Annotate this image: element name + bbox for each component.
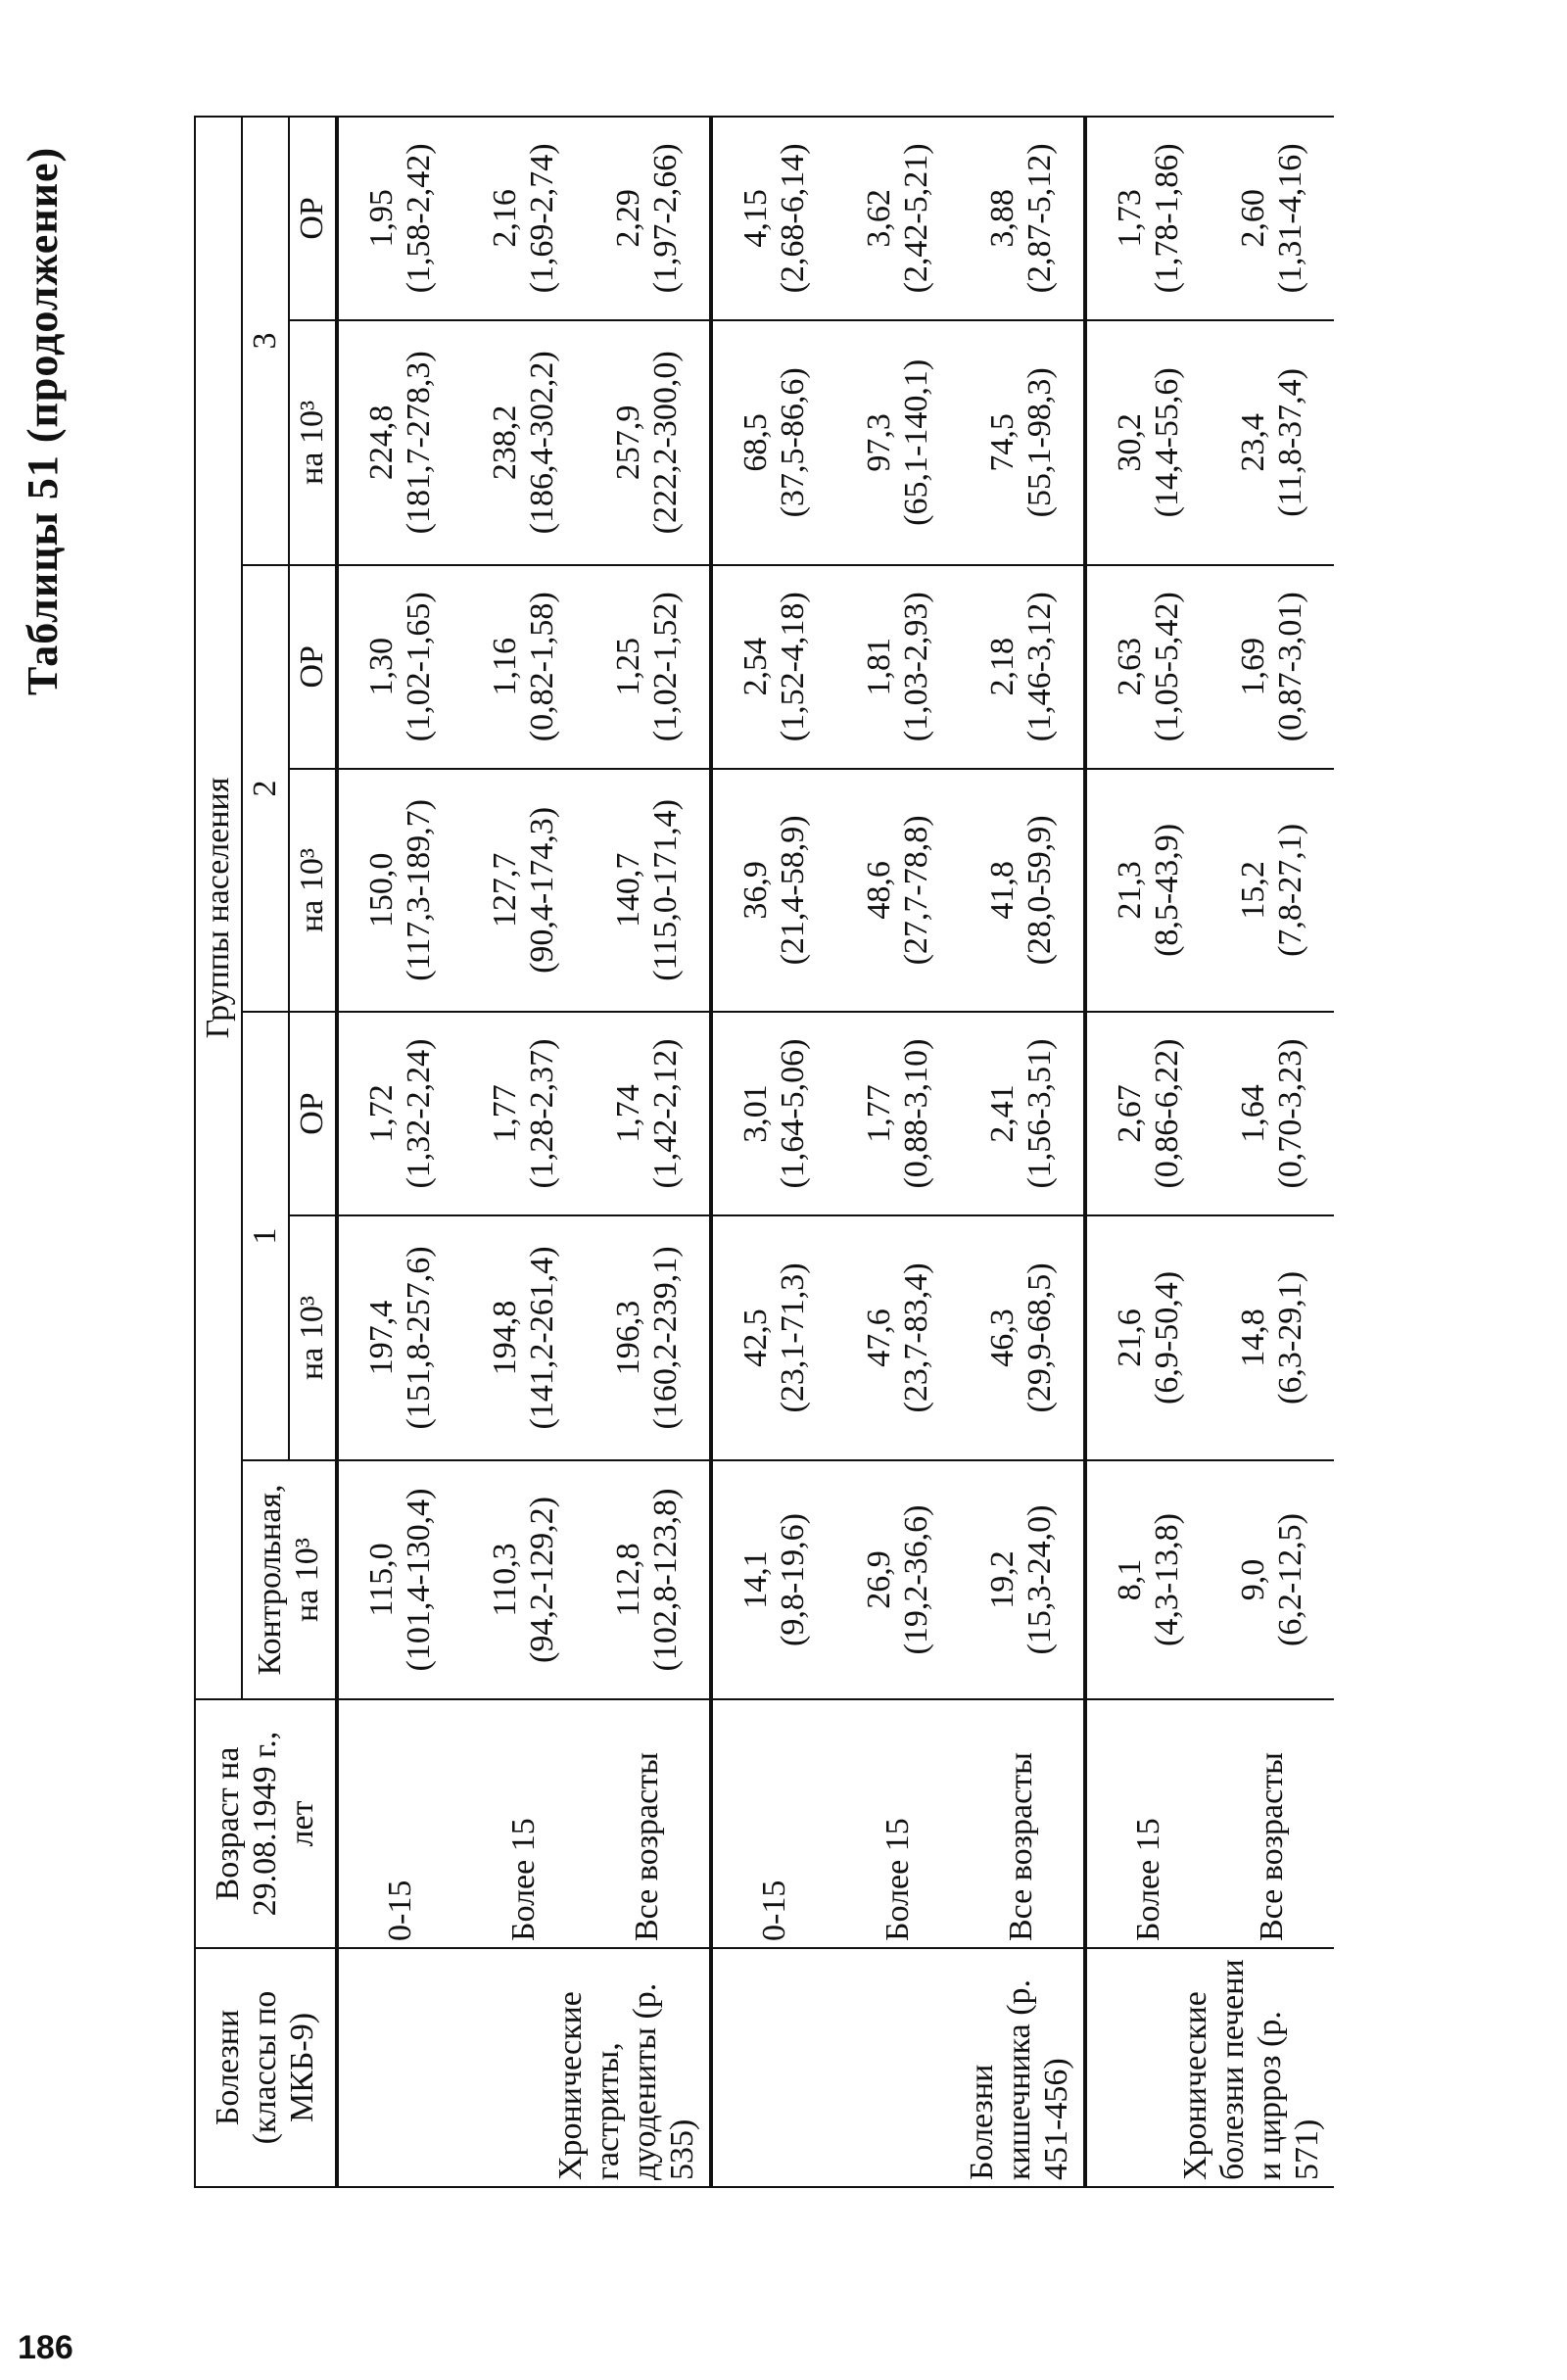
confidence-interval-text: (21,4-58,9)	[775, 815, 811, 966]
value-text: 21,6	[1112, 1309, 1148, 1367]
value-text: 110,3	[487, 1543, 523, 1617]
value-text: 112,8	[610, 1543, 646, 1617]
age-cell: Все возрасты	[586, 1699, 711, 1948]
value-cell	[1211, 1460, 1334, 1699]
table-row	[586, 117, 711, 2187]
value-text: 2,29	[610, 189, 646, 248]
value-cell	[462, 1012, 586, 1215]
value-cell	[711, 565, 836, 769]
value-text: 1,30	[363, 638, 400, 696]
value-text: 30,2	[1112, 413, 1148, 472]
header-group-1: 1	[242, 1012, 289, 1460]
value-text: 224,8	[363, 405, 400, 481]
value-cell	[1085, 1012, 1211, 1215]
header-or: ОР	[289, 565, 337, 769]
value-cell	[960, 1012, 1085, 1215]
table-row	[337, 117, 462, 2187]
value-cell	[1211, 1215, 1334, 1460]
value-text: 48,6	[861, 861, 897, 920]
value-cell	[836, 769, 960, 1013]
confidence-interval-text: (6,2-12,5)	[1272, 1513, 1308, 1646]
value-cell	[586, 1215, 711, 1460]
value-cell	[462, 565, 586, 769]
confidence-interval-text: (55,1-98,3)	[1021, 367, 1058, 518]
value-text: 9,0	[1235, 1558, 1271, 1601]
value-cell	[836, 1460, 960, 1699]
value-cell	[462, 1215, 586, 1460]
header-groups: Группы населения	[195, 117, 242, 1699]
confidence-interval-text: (1,02-1,65)	[401, 592, 437, 742]
value-cell	[960, 565, 1085, 769]
value-cell	[960, 117, 1085, 320]
value-text: 1,81	[861, 638, 897, 696]
value-text: 1,95	[363, 189, 400, 248]
data-table	[194, 116, 1334, 2188]
value-text: 2,63	[1112, 638, 1148, 696]
age-cell: 0-15	[711, 1699, 836, 1948]
value-text: 2,41	[984, 1084, 1021, 1143]
header-group-2: 2	[242, 565, 289, 1012]
value-text: 8,1	[1112, 1558, 1148, 1601]
table-row	[836, 117, 960, 2187]
disease-class-cell: Хронические гастриты, дуодениты (р. 535)	[337, 1948, 711, 2187]
confidence-interval-text: (8,5-43,9)	[1149, 823, 1185, 957]
value-cell	[586, 1012, 711, 1215]
confidence-interval-text: (2,68-6,14)	[775, 143, 811, 294]
header-age: Возраст на 29.08.1949 г., лет	[195, 1699, 337, 1948]
value-text: 36,9	[737, 861, 774, 920]
value-text: 1,16	[487, 638, 523, 696]
value-cell	[337, 320, 462, 565]
table-body	[337, 117, 1334, 2187]
header-per-1000: на 10³	[289, 320, 337, 565]
value-cell	[836, 565, 960, 769]
confidence-interval-text: (94,2-129,2)	[524, 1497, 560, 1663]
age-cell: Более 15	[836, 1699, 960, 1948]
value-text: 150,0	[363, 852, 400, 928]
confidence-interval-text: (1,56-3,51)	[1021, 1038, 1058, 1189]
value-text: 21,3	[1112, 861, 1148, 920]
value-text: 1,77	[487, 1084, 523, 1143]
age-cell: 0-15	[337, 1699, 462, 1948]
confidence-interval-text: (9,8-19,6)	[775, 1513, 811, 1646]
confidence-interval-text: (1,78-1,86)	[1149, 143, 1185, 294]
value-cell	[1211, 565, 1334, 769]
confidence-interval-text: (101,4-130,4)	[401, 1488, 437, 1672]
header-or: ОР	[289, 117, 337, 320]
value-cell	[462, 117, 586, 320]
value-text: 42,5	[737, 1309, 774, 1367]
value-cell	[337, 117, 462, 320]
value-cell	[711, 1215, 836, 1460]
value-cell	[960, 769, 1085, 1013]
confidence-interval-text: (102,8-123,8)	[647, 1488, 684, 1672]
value-cell	[960, 320, 1085, 565]
header-control: Контрольная, на 10³	[242, 1460, 337, 1699]
value-text: 2,60	[1235, 189, 1271, 248]
confidence-interval-text: (37,5-86,6)	[775, 367, 811, 518]
value-text: 127,7	[487, 852, 523, 928]
value-cell	[711, 117, 836, 320]
value-text: 15,2	[1235, 861, 1271, 920]
header-per-1000: на 10³	[289, 769, 337, 1013]
confidence-interval-text: (160,2-239,1)	[647, 1246, 684, 1430]
value-cell	[711, 769, 836, 1013]
age-cell: Более 15	[1085, 1699, 1211, 1948]
value-text: 196,3	[610, 1300, 646, 1376]
value-text: 23,4	[1235, 413, 1271, 472]
confidence-interval-text: (23,7-83,4)	[898, 1262, 934, 1413]
value-text: 4,15	[737, 189, 774, 248]
value-text: 1,25	[610, 638, 646, 696]
value-text: 14,8	[1235, 1309, 1271, 1367]
value-text: 2,54	[737, 638, 774, 696]
value-cell	[1211, 320, 1334, 565]
table-head	[195, 117, 337, 2187]
value-text: 257,9	[610, 405, 646, 481]
table-row	[1211, 117, 1334, 2187]
value-text: 1,69	[1235, 638, 1271, 696]
confidence-interval-text: (181,7-278,3)	[401, 351, 437, 535]
value-cell	[586, 1460, 711, 1699]
confidence-interval-text: (117,3-189,7)	[401, 799, 437, 981]
value-text: 74,5	[984, 413, 1021, 472]
value-cell	[836, 1215, 960, 1460]
value-text: 238,2	[487, 405, 523, 481]
confidence-interval-text: (1,42-2,12)	[647, 1038, 684, 1189]
value-cell	[337, 1215, 462, 1460]
confidence-interval-text: (2,87-5,12)	[1021, 143, 1058, 294]
confidence-interval-text: (90,4-174,3)	[524, 806, 560, 974]
confidence-interval-text: (65,1-140,1)	[898, 358, 934, 526]
confidence-interval-text: (1,97-2,66)	[647, 143, 684, 294]
value-text: 1,74	[610, 1084, 646, 1143]
value-cell	[462, 1460, 586, 1699]
confidence-interval-text: (186,4-302,2)	[524, 351, 560, 535]
value-cell	[586, 320, 711, 565]
confidence-interval-text: (11,8-37,4)	[1272, 367, 1308, 517]
confidence-interval-text: (1,58-2,42)	[401, 143, 437, 294]
value-cell	[1085, 117, 1211, 320]
confidence-interval-text: (1,03-2,93)	[898, 592, 934, 742]
value-cell	[960, 1215, 1085, 1460]
value-cell	[337, 565, 462, 769]
confidence-interval-text: (0,86-6,22)	[1149, 1038, 1185, 1189]
disease-class-cell: Хронические болезни печени и цирроз (р. 571)	[1085, 1948, 1334, 2187]
age-cell: Более 15	[462, 1699, 586, 1948]
confidence-interval-text: (151,8-257,6)	[401, 1246, 437, 1430]
value-cell	[586, 117, 711, 320]
value-text: 2,18	[984, 638, 1021, 696]
confidence-interval-text: (15,3-24,0)	[1021, 1504, 1058, 1655]
value-cell	[337, 769, 462, 1013]
value-text: 3,62	[861, 189, 897, 248]
value-text: 115,0	[363, 1543, 400, 1617]
confidence-interval-text: (6,9-50,4)	[1149, 1270, 1185, 1404]
value-text: 197,4	[363, 1300, 400, 1376]
table-row	[960, 117, 1085, 2187]
value-text: 1,73	[1112, 189, 1148, 248]
confidence-interval-text: (23,1-71,3)	[775, 1262, 811, 1413]
value-text: 140,7	[610, 852, 646, 928]
table-caption: Таблицы 51 (продолжение)	[19, 146, 67, 695]
value-cell	[836, 1012, 960, 1215]
confidence-interval-text: (2,42-5,21)	[898, 143, 934, 294]
confidence-interval-text: (115,0-171,4)	[647, 799, 684, 981]
value-text: 1,77	[861, 1084, 897, 1143]
value-text: 19,2	[984, 1550, 1021, 1609]
value-cell	[462, 769, 586, 1013]
value-cell	[711, 1460, 836, 1699]
confidence-interval-text: (1,31-4,16)	[1272, 143, 1308, 294]
value-cell	[462, 320, 586, 565]
confidence-interval-text: (1,28-2,37)	[524, 1038, 560, 1189]
confidence-interval-text: (141,2-261,4)	[524, 1246, 560, 1430]
confidence-interval-text: (7,8-27,1)	[1272, 823, 1308, 957]
value-text: 47,6	[861, 1309, 897, 1367]
value-text: 1,64	[1235, 1084, 1271, 1143]
value-text: 194,8	[487, 1300, 523, 1376]
confidence-interval-text: (1,02-1,52)	[647, 592, 684, 742]
confidence-interval-text: (1,46-3,12)	[1021, 592, 1058, 742]
value-text: 1,72	[363, 1084, 400, 1143]
value-cell	[1085, 320, 1211, 565]
value-cell	[337, 1012, 462, 1215]
confidence-interval-text: (27,7-78,8)	[898, 815, 934, 966]
value-text: 3,01	[737, 1084, 774, 1143]
value-cell	[1085, 1215, 1211, 1460]
confidence-interval-text: (6,3-29,1)	[1272, 1270, 1308, 1404]
header-group-3: 3	[242, 117, 289, 565]
confidence-interval-text: (222,2-300,0)	[647, 351, 684, 535]
confidence-interval-text: (1,69-2,74)	[524, 143, 560, 294]
disease-class-cell: Болезни кишечника (р. 451-456)	[711, 1948, 1085, 2187]
value-cell	[1211, 117, 1334, 320]
value-text: 41,8	[984, 861, 1021, 920]
confidence-interval-text: (28,0-59,9)	[1021, 815, 1058, 966]
table-row	[1085, 117, 1211, 2187]
confidence-interval-text: (1,32-2,24)	[401, 1038, 437, 1189]
confidence-interval-text: (0,87-3,01)	[1272, 592, 1308, 742]
value-cell	[1085, 565, 1211, 769]
confidence-interval-text: (0,88-3,10)	[898, 1038, 934, 1189]
confidence-interval-text: (1,52-4,18)	[775, 592, 811, 742]
header-per-1000: на 10³	[289, 1215, 337, 1460]
confidence-interval-text: (14,4-55,6)	[1149, 367, 1185, 518]
age-cell: Все возрасты	[960, 1699, 1085, 1948]
value-cell	[586, 769, 711, 1013]
confidence-interval-text: (0,70-3,23)	[1272, 1038, 1308, 1189]
value-cell	[1085, 769, 1211, 1013]
value-text: 68,5	[737, 413, 774, 472]
value-cell	[960, 1460, 1085, 1699]
value-text: 2,67	[1112, 1084, 1148, 1143]
confidence-interval-text: (4,3-13,8)	[1149, 1513, 1185, 1646]
value-cell	[1085, 1460, 1211, 1699]
value-text: 14,1	[737, 1550, 774, 1609]
table-row	[462, 117, 586, 2187]
value-cell	[1211, 769, 1334, 1013]
page-number: 186	[18, 2329, 73, 2366]
value-text: 97,3	[861, 413, 897, 472]
value-cell	[586, 565, 711, 769]
confidence-interval-text: (19,2-36,6)	[898, 1504, 934, 1655]
confidence-interval-text: (1,64-5,06)	[775, 1038, 811, 1189]
value-cell	[711, 320, 836, 565]
header-disease: Болезни (классы по МКБ-9)	[195, 1948, 337, 2187]
table-row	[711, 117, 836, 2187]
value-cell	[1211, 1012, 1334, 1215]
value-cell	[836, 117, 960, 320]
value-text: 46,3	[984, 1309, 1021, 1367]
value-text: 3,88	[984, 189, 1021, 248]
confidence-interval-text: (29,9-68,5)	[1021, 1262, 1058, 1413]
confidence-interval-text: (0,82-1,58)	[524, 592, 560, 742]
value-cell	[337, 1460, 462, 1699]
age-cell: Все возрасты	[1211, 1699, 1334, 1948]
confidence-interval-text: (1,05-5,42)	[1149, 592, 1185, 742]
value-text: 26,9	[861, 1550, 897, 1609]
value-text: 2,16	[487, 189, 523, 248]
value-cell	[836, 320, 960, 565]
header-or: ОР	[289, 1012, 337, 1215]
value-cell	[711, 1012, 836, 1215]
